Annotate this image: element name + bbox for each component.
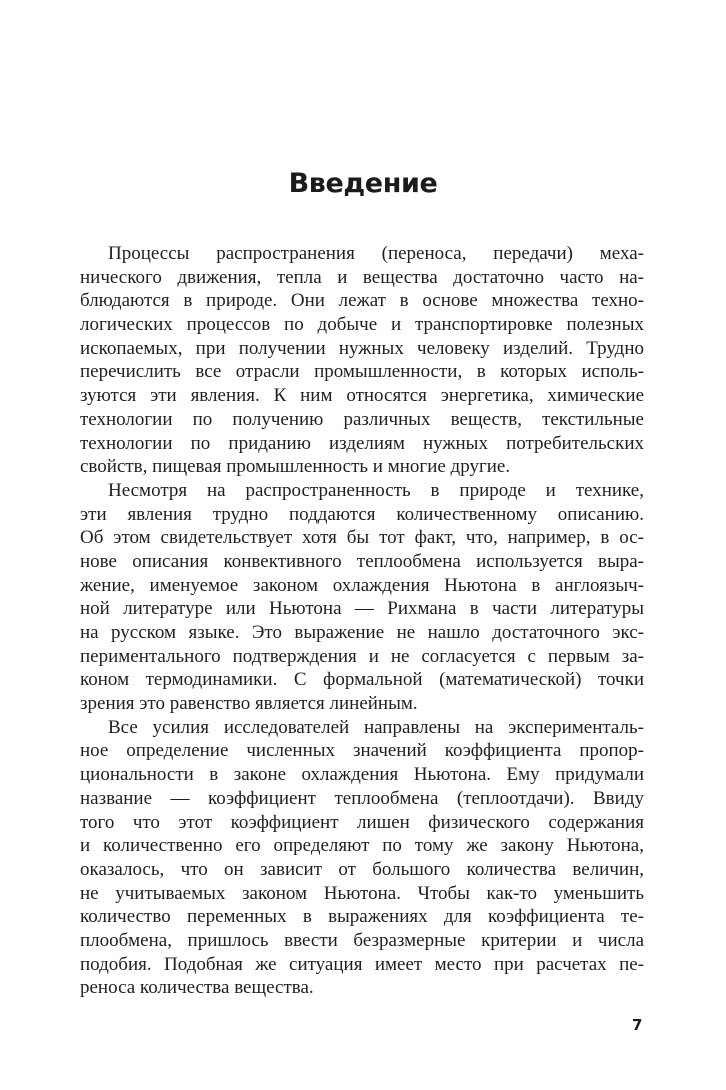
paragraph xyxy=(80,242,644,479)
text-line: и количественно его определяют по тому же закону Ньютона, xyxy=(80,835,644,857)
text-line: коном термодинамики. С формальной (математической) точки xyxy=(80,669,644,691)
text-line: свойств, пищевая промышленность и многие другие. xyxy=(80,456,511,478)
text-line: ной литературе или Ньютона — Рихмана в части литературы xyxy=(80,598,644,620)
text-line: Все усилия исследователей направлены на эксперименталь- xyxy=(108,716,644,738)
text-line: реноса количества вещества. xyxy=(80,977,314,999)
text-line: ное определение численных значений коэффициента пропор- xyxy=(80,740,644,762)
text-line: технологии по получению различных веществ, текстильные xyxy=(80,408,644,430)
text-line: ископаемых, при получении нужных человеку изделий. Трудно xyxy=(80,337,644,359)
text-line: нического движения, тепла и вещества достаточно часто на- xyxy=(80,266,644,288)
text-line: жение, именуемое законом охлаждения Ньютона в англоязыч- xyxy=(80,574,644,596)
text-line: зуются эти явления. К ним относятся энергетика, химические xyxy=(80,385,644,407)
text-line: количество переменных в выражениях для коэффициента те- xyxy=(80,906,644,928)
text-line: нове описания конвективного теплообмена используется выра- xyxy=(80,550,644,572)
text-line: перечислить все отрасли промышленности, в которых исполь- xyxy=(80,361,644,383)
paragraph xyxy=(80,716,644,1000)
text-line: циональности в законе охлаждения Ньютона. Ему придумали xyxy=(80,764,644,786)
text-line: того что этот коэффициент лишен физического содержания xyxy=(80,811,644,833)
text-line: логических процессов по добыче и транспортировке полезных xyxy=(80,314,644,336)
page-number: 7 xyxy=(632,1016,643,1034)
text-line: Об этом свидетельствует хотя бы тот факт, что, например, в ос- xyxy=(80,527,644,549)
text-line: подобия. Подобная же ситуация имеет место при расчетах пе- xyxy=(80,953,644,975)
text-line: периментального подтверждения и не согласуется с первым за- xyxy=(80,645,644,667)
text-line: Несмотря на распространенность в природе и технике, xyxy=(108,479,644,501)
chapter-title: Введение xyxy=(288,168,438,199)
text-line: технологии по приданию изделиям нужных потребительских xyxy=(80,432,644,454)
text-line: плообмена, пришлось ввести безразмерные критерии и числа xyxy=(80,929,644,951)
body-text xyxy=(80,242,644,1000)
text-line: блюдаются в природе. Они лежат в основе множества техно- xyxy=(80,290,644,312)
text-line: название — коэффициент теплообмена (теплоотдачи). Ввиду xyxy=(80,787,644,809)
text-line: Процессы распространения (переноса, передачи) меха- xyxy=(108,243,644,264)
text-line: зрения это равенство является линейным. xyxy=(80,693,418,715)
text-line: эти явления трудно поддаются количественному описанию. xyxy=(80,503,644,525)
paragraph xyxy=(80,479,644,716)
text-line: не учитываемых законом Ньютона. Чтобы как-то уменьшить xyxy=(80,882,644,904)
text-line: на русском языке. Это выражение не нашло достаточного экс- xyxy=(80,622,644,643)
text-line: оказалось, что он зависит от большого количества величин, xyxy=(80,858,644,880)
